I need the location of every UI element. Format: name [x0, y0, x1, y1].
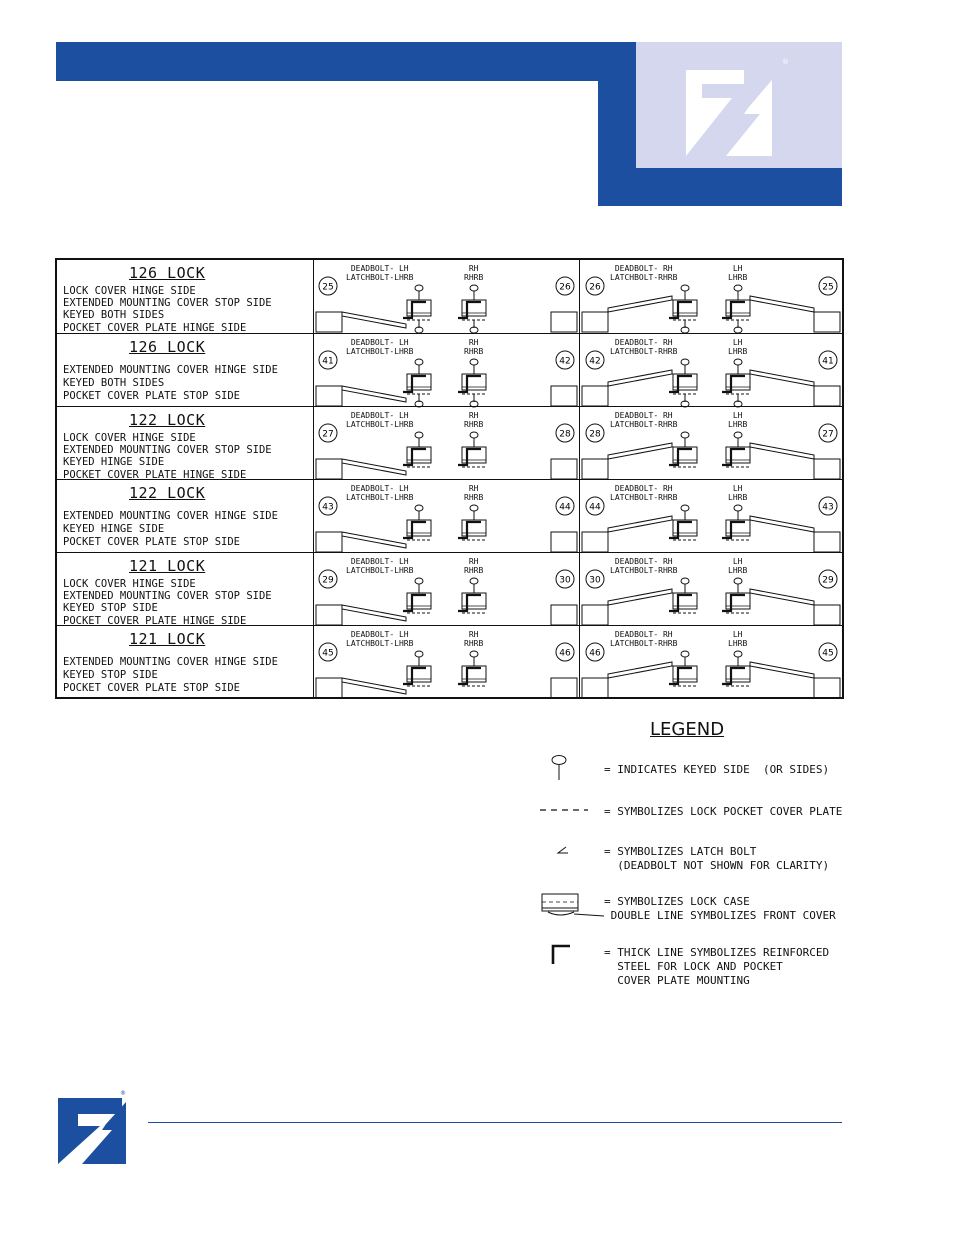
jamb-left: [582, 532, 608, 552]
hand-label-deadbolt: DEADBOLT- RH LATCHBOLT-RHRB: [610, 484, 678, 502]
lock-description: [57, 260, 314, 333]
door-leaf: [608, 662, 672, 678]
hand-label-deadbolt: DEADBOLT- RH LATCHBOLT-RHRB: [610, 630, 678, 648]
jamb-left: [316, 532, 342, 552]
lock-title: 126 LOCK: [129, 264, 206, 282]
legend-thick-text: = THICK LINE SYMBOLIZES REINFORCED STEEL FOR LOCK AND POCKET COVER PLATE MOUNTING: [604, 946, 830, 987]
lock-symbol-rh: [669, 578, 697, 613]
hand-label-reverse: RH RHRB: [464, 630, 484, 648]
lock-spec-line: POCKET COVER PLATE STOP SIDE: [63, 536, 241, 548]
lock-symbol-rh: [458, 651, 486, 686]
lock-symbol-lh: [722, 651, 750, 686]
lock-description: [57, 480, 314, 553]
door-leaf: [342, 532, 406, 548]
lock-symbol-lh: [403, 578, 431, 613]
hand-label-deadbolt: DEADBOLT- RH LATCHBOLT-RHRB: [610, 411, 678, 429]
table-row: [57, 260, 842, 333]
lh-diagram: [314, 626, 580, 699]
lock-symbol-rh: [669, 285, 697, 333]
legend-pocket-text: = SYMBOLIZES LOCK POCKET COVER PLATE: [604, 805, 843, 818]
lock-symbol-rh: [669, 651, 697, 686]
lock-symbol-lh: [722, 432, 750, 467]
lock-spec-line: KEYED STOP SIDE: [63, 602, 158, 615]
jamb-left: [316, 386, 342, 406]
hand-number-right-label: 41: [822, 356, 834, 367]
jamb-right: [551, 605, 577, 625]
hand-label-deadbolt: DEADBOLT- LH LATCHBOLT-LHRB: [346, 338, 414, 356]
hand-number-right-label: 27: [822, 429, 834, 440]
hand-number-left-label: 42: [589, 356, 601, 367]
hand-number-left-label: 25: [322, 282, 334, 293]
lock-spec-line: POCKET COVER PLATE HINGE SIDE: [63, 321, 247, 334]
door-leaf: [608, 296, 672, 312]
lock-symbol-rh: [458, 432, 486, 467]
rh-diagram: [580, 553, 842, 626]
lock-symbol-lh: [722, 505, 750, 540]
hand-number-left-label: 29: [322, 575, 334, 586]
lock-symbol-lh: [403, 285, 431, 333]
lock-description: [57, 407, 314, 480]
jamb-right: [814, 605, 840, 625]
lock-spec-line: EXTENDED MOUNTING COVER STOP SIDE: [63, 444, 272, 457]
door-leaf: [342, 605, 406, 621]
hand-number-left-label: 41: [322, 356, 334, 367]
hand-number-left-label: 30: [589, 575, 601, 586]
jamb-right: [814, 459, 840, 479]
lock-description: [57, 553, 314, 626]
lock-symbol-rh: [458, 285, 486, 333]
hand-label-reverse: LH LHRB: [728, 557, 748, 575]
hand-label-reverse: RH RHRB: [464, 338, 484, 356]
lock-spec-line: EXTENDED MOUNTING COVER HINGE SIDE: [63, 364, 278, 376]
door-leaf: [750, 370, 814, 386]
lock-spec-line: LOCK COVER HINGE SIDE: [63, 285, 196, 297]
jamb-right: [551, 532, 577, 552]
hand-label-deadbolt: DEADBOLT- RH LATCHBOLT-RHRB: [610, 264, 678, 282]
hand-label-reverse: RH RHRB: [464, 411, 484, 429]
table-row: [57, 552, 842, 626]
hand-label-deadbolt: DEADBOLT- LH LATCHBOLT-LHRB: [346, 484, 414, 502]
lock-symbol-lh: [403, 432, 431, 467]
jamb-right: [814, 312, 840, 332]
hand-number-right-label: 46: [559, 648, 571, 659]
rh-diagram: [580, 626, 842, 699]
lock-spec-line: KEYED STOP SIDE: [63, 669, 158, 681]
lock-symbol-lh: [722, 359, 750, 407]
door-leaf: [342, 312, 406, 328]
lock-symbol-rh: [669, 359, 697, 407]
fa-logo-icon: [56, 1090, 128, 1166]
footer-rule: [148, 1122, 842, 1123]
door-leaf: [608, 370, 672, 386]
hand-label-deadbolt: DEADBOLT- RH LATCHBOLT-RHRB: [610, 557, 678, 575]
jamb-left: [316, 678, 342, 698]
hand-number-right-label: 30: [559, 575, 571, 586]
lock-symbol-lh: [403, 359, 431, 407]
hand-label-reverse: LH LHRB: [728, 338, 748, 356]
lh-diagram: [314, 260, 580, 333]
hand-number-left-label: 46: [589, 648, 601, 659]
hand-label-reverse: LH LHRB: [728, 484, 748, 502]
hand-label-reverse: LH LHRB: [728, 630, 748, 648]
legend-case-text: = SYMBOLIZES LOCK CASE DOUBLE LINE SYMBOLIZES FRONT COVER: [604, 895, 836, 922]
hand-number-right-label: 44: [559, 502, 571, 513]
thick-line-icon: [550, 942, 574, 966]
hand-number-left-label: 44: [589, 502, 601, 513]
lock-symbol-lh: [722, 285, 750, 333]
lock-symbol-rh: [458, 359, 486, 407]
hand-number-right-label: 28: [559, 429, 571, 440]
hand-label-reverse: RH RHRB: [464, 557, 484, 575]
table-row: [57, 479, 842, 553]
hand-label-reverse: LH LHRB: [728, 264, 748, 282]
jamb-right: [551, 312, 577, 332]
hand-number-right-label: 42: [559, 356, 571, 367]
lock-symbol-lh: [403, 505, 431, 540]
jamb-right: [814, 678, 840, 698]
jamb-left: [316, 605, 342, 625]
lock-spec-line: LOCK COVER HINGE SIDE: [63, 432, 196, 444]
lock-spec-line: EXTENDED MOUNTING COVER HINGE SIDE: [63, 510, 278, 522]
jamb-left: [582, 312, 608, 332]
table-row: [57, 625, 842, 699]
lock-title: 121 LOCK: [129, 630, 206, 648]
lock-spec-line: KEYED BOTH SIDES: [63, 309, 165, 322]
door-leaf: [608, 516, 672, 532]
lock-spec-line: KEYED HINGE SIDE: [63, 523, 165, 535]
hand-label-reverse: RH RHRB: [464, 264, 484, 282]
hand-number-right-label: 45: [822, 648, 834, 659]
door-leaf: [608, 589, 672, 605]
hand-label-reverse: LH LHRB: [728, 411, 748, 429]
door-leaf: [750, 443, 814, 459]
lh-diagram: [314, 334, 580, 407]
header-band: [56, 42, 598, 81]
jamb-left: [316, 312, 342, 332]
hand-label-deadbolt: DEADBOLT- LH LATCHBOLT-LHRB: [346, 264, 414, 282]
hand-number-right-label: 25: [822, 282, 834, 293]
door-leaf: [342, 678, 406, 694]
lock-symbol-rh: [669, 432, 697, 467]
legend-keyed-text: = INDICATES KEYED SIDE (OR SIDES): [604, 763, 830, 776]
door-leaf: [750, 516, 814, 532]
legend-latch-text: = SYMBOLIZES LATCH BOLT (DEADBOLT NOT SHOWN FOR CLARITY): [604, 845, 830, 872]
lock-spec-line: KEYED HINGE SIDE: [63, 456, 165, 469]
lock-spec-line: LOCK COVER HINGE SIDE: [63, 578, 196, 590]
door-leaf: [342, 459, 406, 475]
rh-diagram: [580, 260, 842, 333]
lock-description: [57, 626, 314, 699]
door-leaf: [608, 443, 672, 459]
lh-diagram: [314, 480, 580, 553]
lock-spec-line: EXTENDED MOUNTING COVER STOP SIDE: [63, 297, 272, 310]
svg-text:®: ®: [782, 58, 789, 66]
jamb-right: [551, 678, 577, 698]
lh-diagram: [314, 407, 580, 480]
rh-diagram: [580, 334, 842, 407]
jamb-right: [551, 386, 577, 406]
lock-symbol-rh: [669, 505, 697, 540]
jamb-left: [316, 459, 342, 479]
jamb-left: [582, 386, 608, 406]
lh-diagram: [314, 553, 580, 626]
hand-number-left-label: 28: [589, 429, 601, 440]
hand-number-right-label: 29: [822, 575, 834, 586]
lock-spec-line: POCKET COVER PLATE HINGE SIDE: [63, 614, 247, 627]
hand-label-deadbolt: DEADBOLT- LH LATCHBOLT-LHRB: [346, 557, 414, 575]
jamb-left: [582, 605, 608, 625]
lock-title: 122 LOCK: [129, 484, 206, 502]
jamb-right: [814, 532, 840, 552]
hand-number-left-label: 45: [322, 648, 334, 659]
hand-number-left-label: 43: [322, 502, 334, 513]
lock-title: 126 LOCK: [129, 338, 206, 356]
svg-text:®: ®: [120, 1090, 126, 1097]
lock-symbol-lh: [403, 651, 431, 686]
fa-logo-icon: [682, 58, 792, 158]
lock-symbol-rh: [458, 505, 486, 540]
lock-spec-line: POCKET COVER PLATE HINGE SIDE: [63, 468, 247, 481]
lock-spec-line: KEYED BOTH SIDES: [63, 377, 165, 389]
dashed-line-icon: [540, 806, 590, 814]
lock-symbol-lh: [722, 578, 750, 613]
lock-description: [57, 334, 314, 407]
hand-label-reverse: RH RHRB: [464, 484, 484, 502]
jamb-right: [551, 459, 577, 479]
door-leaf: [342, 386, 406, 402]
lock-spec-line: EXTENDED MOUNTING COVER HINGE SIDE: [63, 656, 278, 668]
lock-table: [55, 258, 844, 699]
hand-label-deadbolt: DEADBOLT- LH LATCHBOLT-LHRB: [346, 630, 414, 648]
hand-number-right-label: 26: [559, 282, 571, 293]
table-row: [57, 333, 842, 407]
door-leaf: [750, 589, 814, 605]
rh-diagram: [580, 407, 842, 480]
lock-title: 122 LOCK: [129, 411, 206, 429]
legend-title: LEGEND: [650, 719, 725, 740]
latch-bolt-icon: [554, 845, 570, 857]
hand-number-left-label: 26: [589, 282, 601, 293]
hand-label-deadbolt: DEADBOLT- LH LATCHBOLT-LHRB: [346, 411, 414, 429]
jamb-left: [582, 459, 608, 479]
door-leaf: [750, 662, 814, 678]
hand-number-right-label: 43: [822, 502, 834, 513]
lock-symbol-rh: [458, 578, 486, 613]
jamb-left: [582, 678, 608, 698]
lock-title: 121 LOCK: [129, 557, 206, 575]
rh-diagram: [580, 480, 842, 553]
jamb-right: [814, 386, 840, 406]
lock-spec-line: POCKET COVER PLATE STOP SIDE: [63, 390, 241, 402]
table-row: [57, 406, 842, 480]
lock-spec-line: EXTENDED MOUNTING COVER STOP SIDE: [63, 590, 272, 603]
hand-number-left-label: 27: [322, 429, 334, 440]
key-icon: [549, 754, 569, 782]
lock-spec-line: POCKET COVER PLATE STOP SIDE: [63, 682, 241, 694]
hand-label-deadbolt: DEADBOLT- RH LATCHBOLT-RHRB: [610, 338, 678, 356]
door-leaf: [750, 296, 814, 312]
